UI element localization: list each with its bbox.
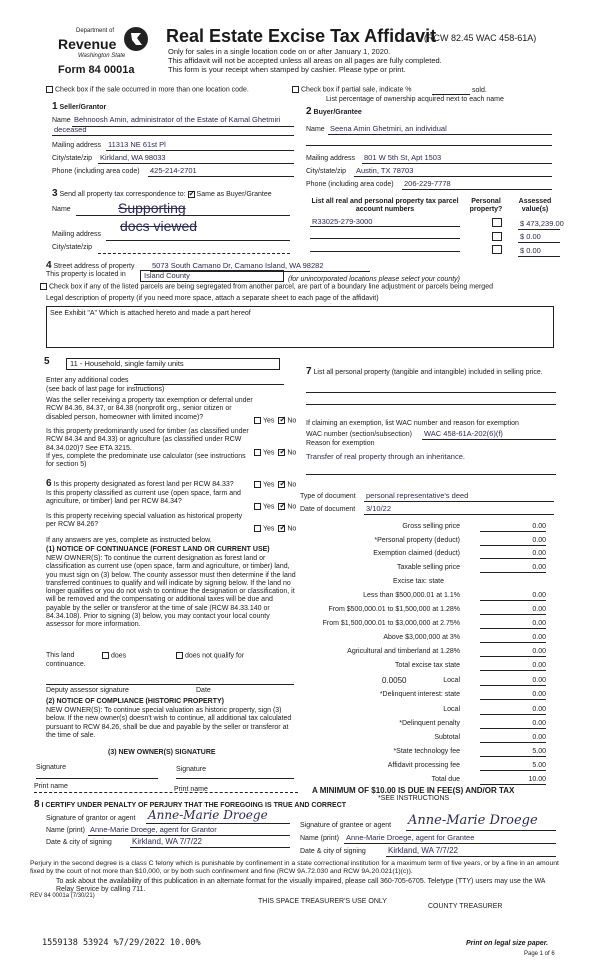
deputy-signature-label: Deputy assessor signature	[46, 687, 129, 694]
new-owner-signature-title: (3) NEW OWNER(S) SIGNATURE	[108, 749, 216, 756]
seller-mail-label: Mailing address	[52, 142, 102, 149]
taxable-value[interactable]: 0.00	[480, 564, 546, 573]
list-percentage-note: List percentage of ownership acquired next to each name	[326, 96, 504, 103]
assessed-value-heading: Assessed value(s)	[518, 198, 552, 214]
street-address-line: 4 Street address of property	[46, 260, 135, 271]
notice-continuance-body: NEW OWNER(S): To continue the current designation as forest land or classification as current use (open space, farm and agriculture, or timber) land, you must sign on (3) below. The county assessor must then determine if the land transferred continues to qualify and will indicate by signing below. If the land no longer qualifies or you do not wish to continue the designation or classification, it will be removed and the compensating or additional taxes will be due and payable by the seller or transferor at the time of sale (RCW 84.33.140 or 84.34.108). Prior to signing (3) below, you may contact your local county assessor for more information.	[46, 555, 296, 628]
assessed-value-2[interactable]: $ 0.00	[520, 232, 541, 241]
total-due-value[interactable]: 10.00	[480, 776, 546, 785]
historical-question: Is this property receiving special valuation as historical property per RCW 84.26?	[46, 513, 243, 529]
corr-mail-label: Mailing address	[52, 231, 102, 238]
legal-paper-note: Print on legal size paper.	[466, 940, 549, 947]
grantor-name-value[interactable]: Anne-Marie Droege, agent for Grantor	[90, 825, 217, 834]
exemption-yes-checkbox[interactable]	[254, 417, 261, 424]
this-land-label: This land	[46, 652, 75, 659]
segregated-parcel-label: Check box if any of the listed parcels are being segregated from another parcel, are part of a boundary line adjustment or parcels being merged	[49, 283, 493, 291]
assessed-value-3[interactable]: $ 0.00	[520, 246, 541, 255]
seller-phone-value[interactable]: 425-214-2701	[150, 166, 197, 175]
legal-description-field[interactable]	[46, 306, 554, 348]
grantee-date-label: Date & city of signing	[300, 848, 366, 855]
forest-question: 6 Is this property designated as forest land per RCW 84.33?	[46, 478, 234, 489]
land-use-value: 11 - Household, single family units	[70, 359, 184, 368]
seller-name-value-2[interactable]: deceased	[54, 125, 87, 134]
tier1-label: Less than $500,000.01 at 1.1%	[363, 592, 460, 599]
exemption-claim-label: If claiming an exemption, list WAC number and reason for exemption	[306, 420, 519, 427]
assessed-value-1[interactable]: $ 473,239.00	[520, 219, 564, 228]
buyer-mail-value[interactable]: 801 W 5th St, Apt 1503	[364, 153, 442, 162]
street-address-value[interactable]: 5073 South Camano Dr, Camano Island, WA 98282	[152, 261, 324, 270]
buyer-phone-value[interactable]: 206-229-7778	[404, 179, 451, 188]
exemption-question: Was the seller receiving a property tax exemption or deferral under RCW 84.36, 84.37, or 84.38 (nonprofit org., senior citizen or disabled person, homeowner with limited income)?	[46, 397, 253, 421]
delinq-penalty-label: *Delinquent penalty	[399, 720, 460, 727]
tier3-label: From $1,500,000.01 to $3,000,000 at 2.75%	[322, 620, 460, 627]
tier2-value[interactable]: 0.00	[480, 606, 546, 615]
unincorporated-note: (for unincorporated locations please select your county)	[288, 276, 460, 283]
tier3-value[interactable]: 0.00	[480, 620, 546, 629]
located-in-label: This property is located in	[46, 271, 126, 278]
grantee-date-value[interactable]: Kirkland, WA 7/7/22	[388, 846, 458, 855]
correspondence-line: 3 Send all property tax correspondence to: ✓ Same as Buyer/Grantee	[52, 188, 272, 199]
dor-logo-icon	[123, 26, 149, 52]
buyer-phone-label: Phone (including area code)	[306, 181, 394, 188]
tech-fee-value[interactable]: 5.00	[480, 748, 546, 757]
does-checkbox[interactable]	[102, 652, 109, 659]
gross-label: Gross selling price	[402, 523, 460, 530]
owner-signature-label-2: Signature	[176, 766, 206, 773]
legal-description-value: See Exhibit "A" Which is attached hereto and made a part hereof	[50, 310, 251, 317]
doc-type-value[interactable]: personal representative's deed	[366, 491, 469, 500]
historical-yes-no[interactable]: Yes ✓ No	[254, 525, 296, 533]
washington-state-label: Washington State	[78, 53, 126, 59]
minimum-notice: A MINIMUM OF $10.00 IS DUE IN FEE(S) AND/OR TAX	[312, 786, 515, 795]
multi-location-checkbox[interactable]	[46, 86, 53, 93]
header-note-3: This form is your receipt when stamped by cashier. Please type or print.	[168, 65, 406, 74]
grantor-sig-label: Signature of grantor or agent	[46, 815, 136, 822]
exemption-yes-no[interactable]: Yes ✓ No	[254, 417, 296, 425]
current-use-question: Is this property classified as current use (open space, farm and agriculture, or timber) land per RCW 84.34?	[46, 490, 241, 506]
tech-fee-label: *State technology fee	[393, 748, 460, 755]
see-instructions: *SEE INSTRUCTIONS	[378, 795, 450, 802]
processing-fee-value[interactable]: 5.00	[480, 762, 546, 771]
continuance-label: continuance.	[46, 661, 86, 668]
doc-type-label: Type of document	[300, 493, 356, 500]
forest-no-checkbox[interactable]: ✓	[279, 479, 287, 488]
wac-number-value[interactable]: WAC 458-61A-202(6)(f)	[424, 429, 503, 438]
corr-handwritten-2: docs viewed	[120, 218, 198, 234]
grantee-name-value[interactable]: Anne-Marie Droege, agent for Grantee	[346, 833, 475, 842]
exemption-deduct-value[interactable]: 0.00	[480, 550, 546, 559]
form-title: Real Estate Excise Tax Affidavit	[166, 26, 437, 46]
doc-date-value[interactable]: 3/10/22	[366, 504, 392, 513]
current-use-yes-checkbox[interactable]	[254, 503, 261, 510]
corr-handwritten-1: Supporting	[118, 200, 186, 216]
gross-value[interactable]: 0.00	[480, 523, 546, 532]
certify-line: 8 I CERTIFY UNDER PENALTY OF PERJURY THAT THE FOREGOING IS TRUE AND CORRECT	[34, 799, 347, 810]
land-use-select[interactable]	[66, 358, 280, 370]
total-due-label: Total due	[431, 776, 460, 783]
perjury-notice: Perjury in the second degree is a class C felony which is punishable by confinement in a state correctional institution for a maximum term of five years, or by a fine in an amount fixed by the court of not more than $10,000, or by both such confinement and fine (RCW 9A.72.030 and RCW 9A.20.021(1)(c)).	[30, 860, 559, 875]
buyer-mail-label: Mailing address	[306, 155, 356, 162]
buyer-city-label: City/state/zip	[306, 168, 347, 175]
section-5-number: 5	[44, 356, 50, 367]
excise-state-label: Excise tax: state	[393, 578, 444, 585]
grantee-name-label: Name (print)	[300, 835, 339, 842]
grantee-signature[interactable]: Anne-Marie Droege	[408, 813, 538, 828]
timber-yes-no[interactable]: Yes ✓ No	[254, 449, 296, 457]
delinq-state-label: *Delinquent interest: state	[379, 691, 460, 698]
timber-question: Is this property predominantly used for timber (as classified under RCW 84.34 and 84.33) or agriculture (as classified under RCW 84.34.020)? See ETA 3215.	[46, 428, 249, 452]
owner-signature-label-1: Signature	[36, 764, 66, 771]
notice-compliance-body: NEW OWNER(S): To continue special valuation as historic property, sign (3) below. If the new owner(s) doesn't wish to continue, all additional tax calculated pursuant to RCW 84.26, shall be due and payable by the seller or transferor at the time of sale.	[46, 707, 292, 739]
personal-property-checkbox-2[interactable]	[492, 232, 502, 241]
owner-print-name-label-2: Print name	[174, 786, 208, 793]
rev-number: REV 84 0001a (7/30/21)	[30, 893, 95, 899]
reason-exemption-value[interactable]: Transfer of real property through an inheritance.	[306, 452, 465, 461]
grantor-date-label: Date & city of signing	[46, 839, 112, 846]
forest-yes-checkbox[interactable]	[254, 481, 261, 488]
total-state-label: Total excise tax state	[395, 662, 460, 669]
treasurer-use-only: THIS SPACE TREASURER'S USE ONLY	[258, 898, 387, 905]
deputy-date-label: Date	[196, 687, 211, 694]
buyer-heading: 2 Buyer/Grantee	[306, 106, 362, 117]
does-not-checkbox[interactable]	[176, 652, 183, 659]
historical-no-checkbox[interactable]: ✓	[279, 523, 287, 532]
doc-date-label: Date of document	[300, 506, 356, 513]
timber-no-checkbox[interactable]: ✓	[279, 447, 287, 456]
page-number: Page 1 of 6	[524, 951, 555, 957]
header-note-1: Only for sales in a single location code on or after January 1, 2020.	[168, 47, 391, 56]
partial-sale-label: Check box if partial sale, indicate %	[301, 86, 412, 94]
sold-label: sold.	[472, 87, 487, 94]
header-note-2: This affidavit will not be accepted unless all areas on all pages are fully completed.	[168, 56, 442, 65]
notice-continuance-title: (1) NOTICE OF CONTINUANCE (FOREST LAND OR CURRENT USE)	[46, 546, 270, 553]
tier4-label: Above $3,000,000 at 3%	[383, 634, 460, 641]
seller-city-value[interactable]: Kirkland, WA 98033	[100, 153, 166, 162]
parcel-heading: List all real and personal property tax parcel account numbers	[311, 198, 459, 214]
seller-name-value[interactable]: Behnoosh Amin, administrator of the Estate of Kamal Ghetmiri	[74, 115, 281, 124]
county-select[interactable]	[140, 270, 284, 282]
grantee-sig-label: Signature of grantee or agent	[300, 822, 392, 829]
grantor-name-label: Name (print)	[46, 827, 85, 834]
timber-yes-checkbox[interactable]	[254, 449, 261, 456]
if-any-answers-note: If any answers are yes, complete as instructed below.	[46, 537, 212, 544]
additional-codes-note: (see back of last page for instructions)	[46, 386, 165, 393]
partial-sale-check[interactable]	[292, 86, 412, 94]
form-number: Form 84 0001a	[58, 64, 135, 76]
current-use-no-checkbox[interactable]: ✓	[279, 501, 287, 510]
local-value[interactable]: 0.00	[480, 677, 546, 686]
multi-location-check[interactable]	[46, 86, 249, 94]
current-use-yes-no[interactable]: Yes ✓ No	[254, 503, 296, 511]
taxable-label: Taxable selling price	[396, 564, 460, 571]
same-as-buyer-checkbox[interactable]: ✓	[188, 188, 196, 198]
seller-phone-label: Phone (including area code)	[52, 168, 140, 175]
total-state-value[interactable]: 0.00	[480, 662, 546, 671]
timber-calculator-note: If yes, complete the predominate use calculator (see instructions for section 5)	[46, 453, 246, 469]
partial-sale-checkbox[interactable]	[292, 86, 299, 93]
subtotal-value[interactable]: 0.00	[480, 734, 546, 743]
subtotal-label: Subtotal	[434, 734, 460, 741]
multi-location-label: Check box if the sale occurred in more than one location code.	[55, 86, 249, 94]
cashier-stamp: 1559138 53924 %7/29/2022 10.00%	[42, 938, 201, 948]
form-rcw: (RCW 82.45 WAC 458-61A)	[424, 33, 537, 43]
corr-city-label: City/state/zip	[52, 244, 93, 251]
county-treasurer-label: COUNTY TREASURER	[428, 903, 503, 910]
parcel-number-1[interactable]: R33025-279-3000	[312, 217, 373, 226]
agri-value[interactable]: 0.00	[480, 648, 546, 657]
tier1-value[interactable]: 0.00	[480, 592, 546, 601]
additional-codes-label: Enter any additional codes	[46, 377, 129, 384]
seller-mail-value[interactable]: 11313 NE 61st Pl	[108, 140, 166, 149]
corr-name-label: Name	[52, 206, 71, 213]
owner-print-name-label-1: Print name	[34, 783, 68, 790]
forest-yes-no[interactable]: Yes ✓ No	[254, 481, 296, 489]
segregated-parcel-checkbox[interactable]	[40, 283, 47, 290]
revenue-label: Revenue	[58, 36, 117, 52]
personal-deduct-value[interactable]: 0.00	[480, 537, 546, 546]
does-qualify-check[interactable]: does	[102, 652, 126, 660]
local-label: Local	[443, 677, 460, 684]
notice-compliance-title: (2) NOTICE OF COMPLIANCE (HISTORIC PROPERTY)	[46, 698, 224, 705]
buyer-name-value[interactable]: Seena Amin Ghetmiri, an individual	[330, 124, 447, 133]
delinq-local-label: Local	[443, 706, 460, 713]
tier2-label: From $500,000.01 to $1,500,000 at 1.28%	[328, 606, 460, 613]
segregated-parcel-check[interactable]	[40, 283, 493, 291]
personal-deduct-label: *Personal property (deduct)	[374, 537, 460, 544]
agri-label: Agricultural and timberland at 1.28%	[347, 648, 460, 655]
does-not-qualify-check[interactable]: does not qualify for	[176, 652, 244, 660]
seller-heading: 1 Seller/Grantor	[52, 101, 107, 112]
buyer-city-value[interactable]: Austin, TX 78703	[356, 166, 414, 175]
buyer-name-label: Name	[306, 126, 325, 133]
seller-name-label: Name	[52, 117, 71, 124]
personal-property-list-label: 7 List all personal property (tangible and intangible) included in selling price.	[306, 366, 543, 377]
personal-property-checkbox-1[interactable]	[492, 218, 502, 227]
delinq-penalty-value[interactable]: 0.00	[480, 720, 546, 729]
personal-property-heading: Personal property?	[469, 198, 503, 214]
historical-yes-checkbox[interactable]	[254, 525, 261, 532]
processing-fee-label: Affidavit processing fee	[387, 762, 460, 769]
grantor-signature[interactable]: Anne-Marie Droege	[148, 808, 268, 822]
personal-property-checkbox-3[interactable]	[492, 245, 502, 254]
legal-description-label: Legal description of property (if you need more space, attach a separate sheet to each page of the affidavit)	[46, 295, 379, 302]
availability-notice: To ask about the availability of this publication in an alternate format for the visually impaired, please call 360-705-6705. Teletype (TTY) users may use the WA Relay Service by calling 711.	[56, 878, 546, 894]
wac-number-label: WAC number (section/subsection)	[306, 431, 412, 438]
delinq-state-value[interactable]: 0.00	[480, 691, 546, 700]
tier4-value[interactable]: 0.00	[480, 634, 546, 643]
grantor-date-value[interactable]: Kirkland, WA 7/7/22	[132, 837, 202, 846]
local-rate-value: 0.0050	[382, 676, 407, 685]
delinq-local-value[interactable]: 0.00	[480, 706, 546, 715]
county-value: Island County	[144, 271, 190, 280]
exemption-no-checkbox[interactable]: ✓	[279, 415, 287, 424]
exemption-deduct-label: Exemption claimed (deduct)	[373, 550, 460, 557]
reason-exemption-label: Reason for exemption	[306, 440, 375, 447]
dept-of-label: Department of	[76, 28, 115, 34]
seller-city-label: City/state/zip	[52, 155, 93, 162]
